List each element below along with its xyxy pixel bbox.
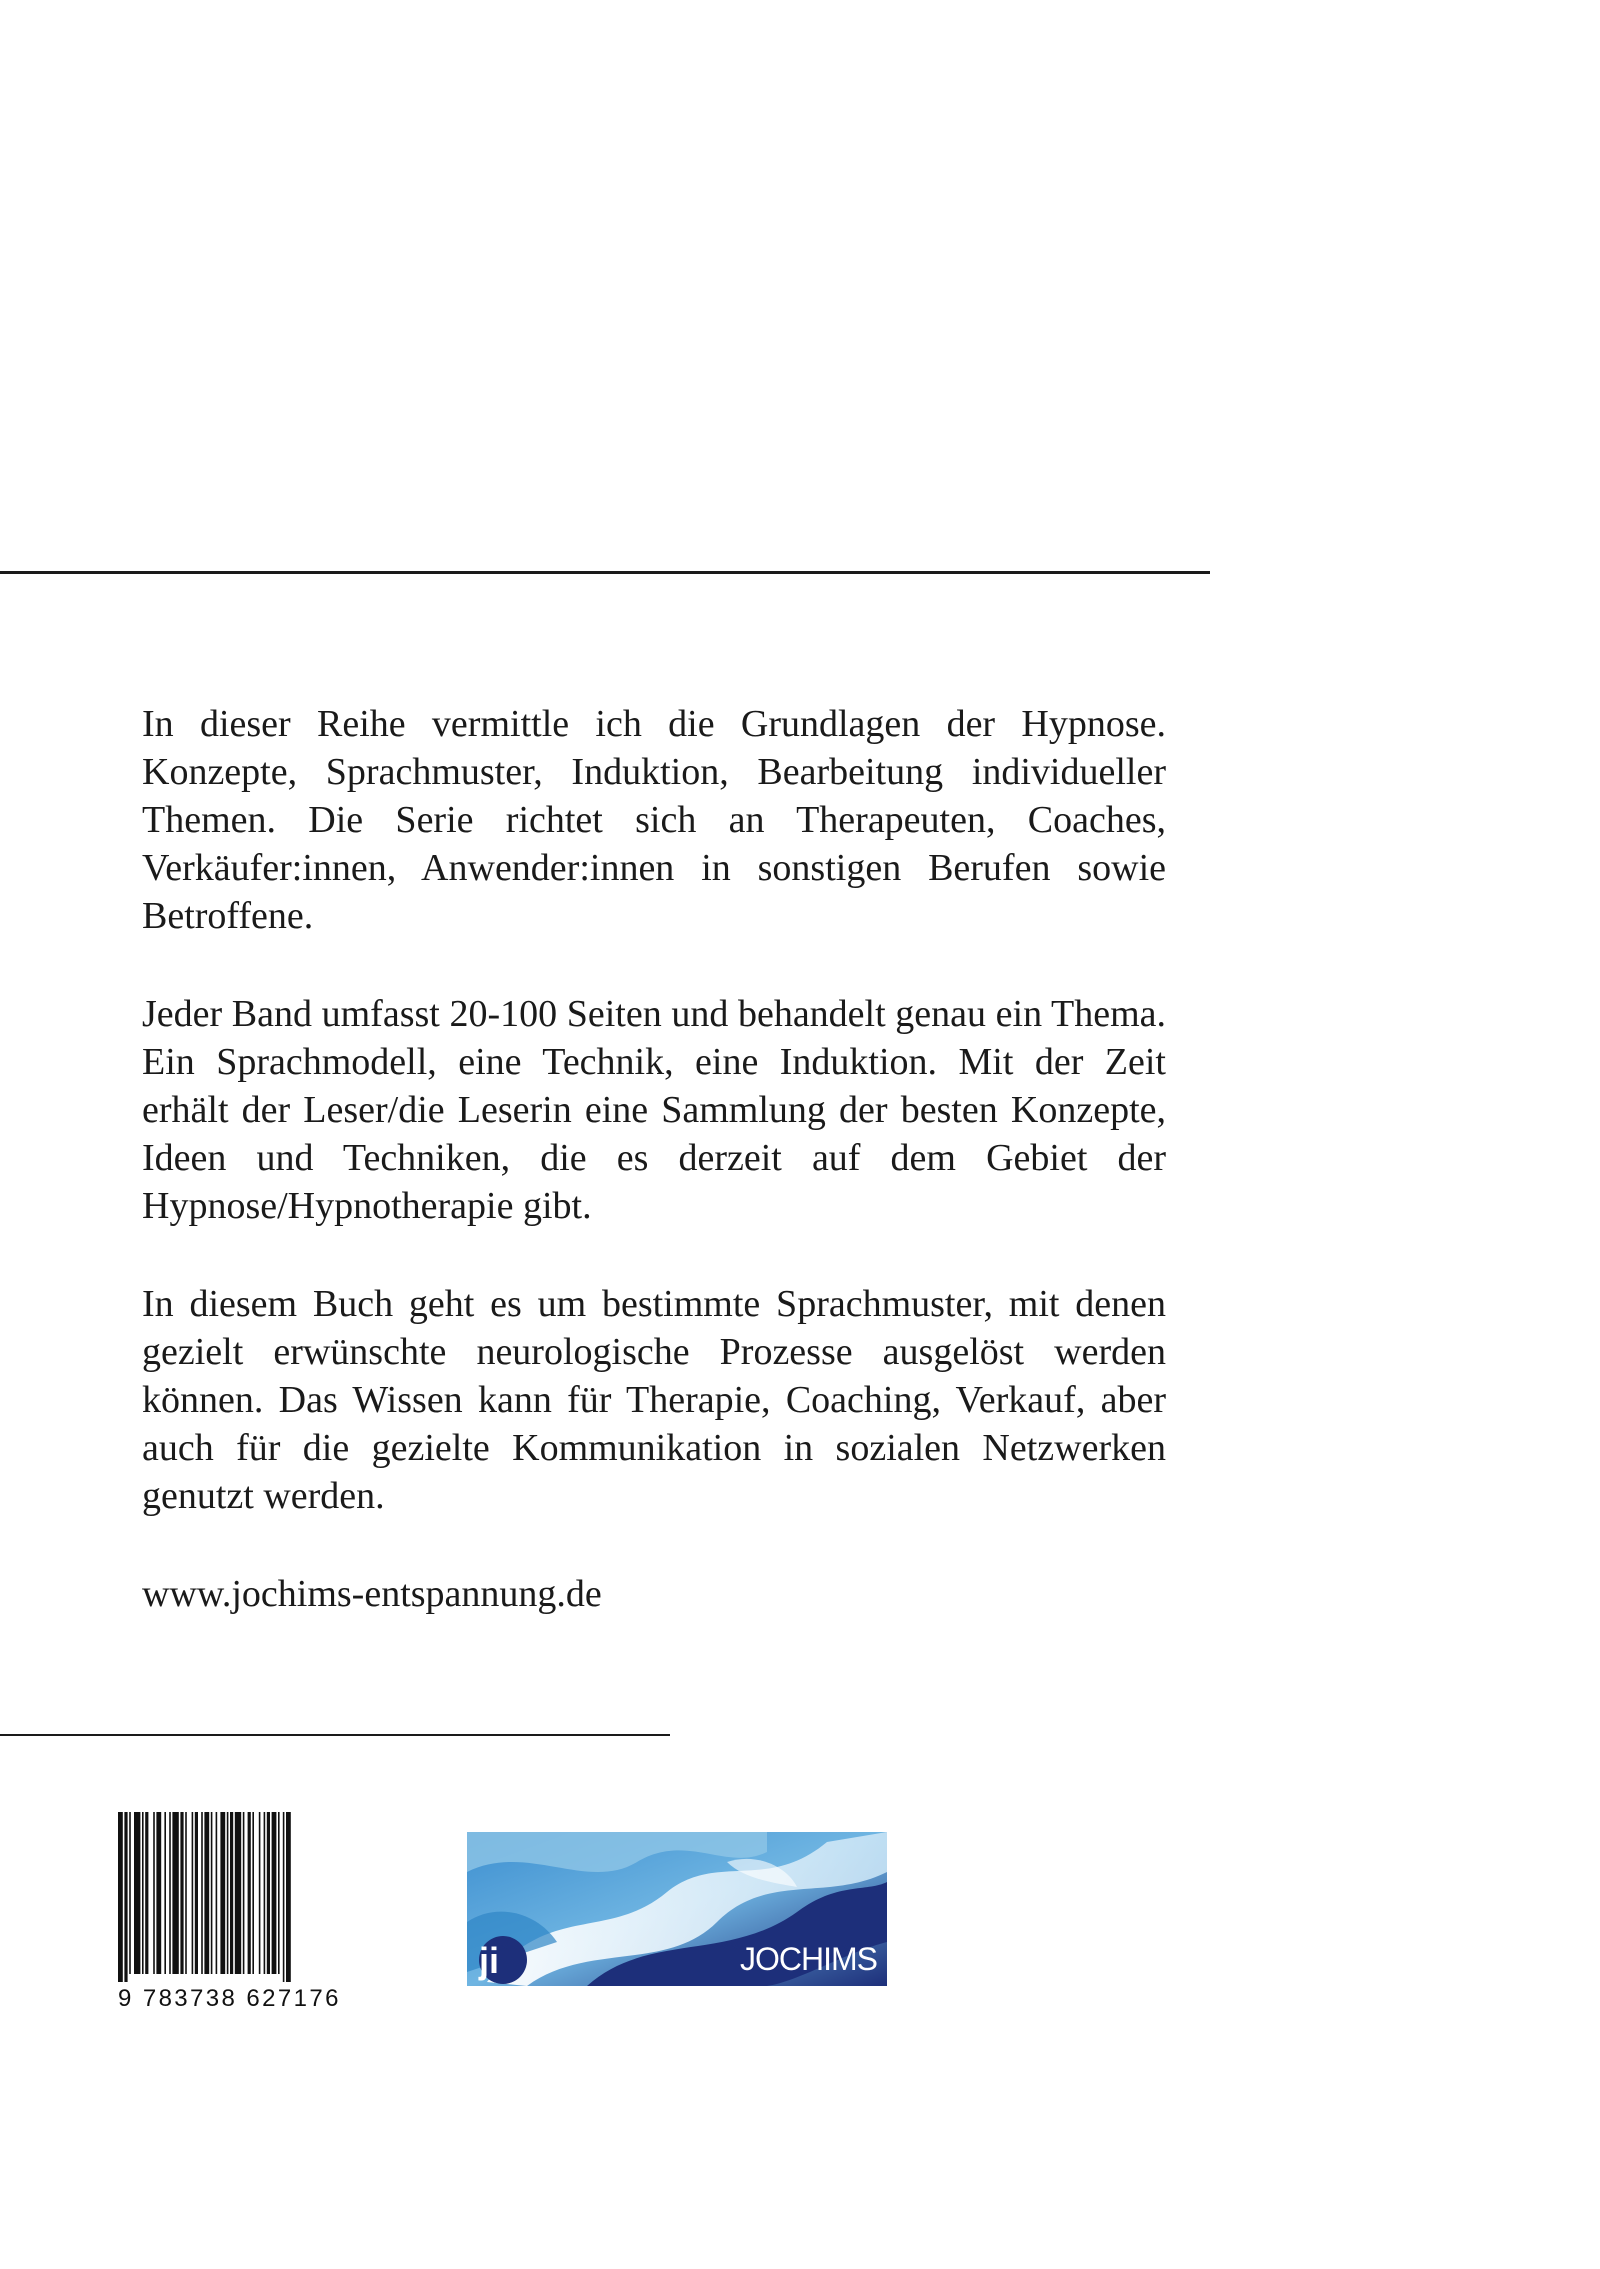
top-divider — [0, 571, 1210, 574]
paragraph-series: In dieser Reihe vermittle ich die Grundlagen der Hypnose. Konzepte, Sprachmuster, Induktion, Bearbeitung individueller Themen. Die Serie richtet sich an Therapeuten, Coaches, Verkäufer:innen, Anwender:innen in sonstigen Berufen sowie Betroffene. — [142, 703, 1166, 937]
publisher-name: JOCHIMS — [740, 1941, 877, 1977]
barcode-icon — [118, 1812, 380, 2012]
website-link[interactable]: www.jochims-entspannung.de — [142, 1573, 602, 1615]
publisher-mark: ji — [479, 1940, 500, 1981]
paragraph-volume: Jeder Band umfasst 20-100 Seiten und behandelt genau ein Thema. Ein Sprachmodell, eine Technik, eine Induktion. Mit der Zeit erhält der Leser/die Leserin eine Sammlung der besten Konzepte, Ideen und Techniken, die es derzeit auf dem Gebiet der Hypnose/Hypnotherapie gibt. — [142, 993, 1166, 1227]
publisher-logo-icon — [467, 1832, 887, 1986]
isbn-digits: 9 783738 627176 — [118, 1985, 341, 2012]
paragraph-book: In diesem Buch geht es um bestimmte Sprachmuster, mit denen gezielt erwünschte neurologische Prozesse ausgelöst werden können. Das Wissen kann für Therapie, Coaching, Verkauf, aber auch für die gezielte Kommunikation in sozialen Netzwerken genutzt werden. — [142, 1283, 1166, 1517]
bottom-divider — [0, 1734, 670, 1736]
back-cover-text — [142, 700, 1166, 1618]
